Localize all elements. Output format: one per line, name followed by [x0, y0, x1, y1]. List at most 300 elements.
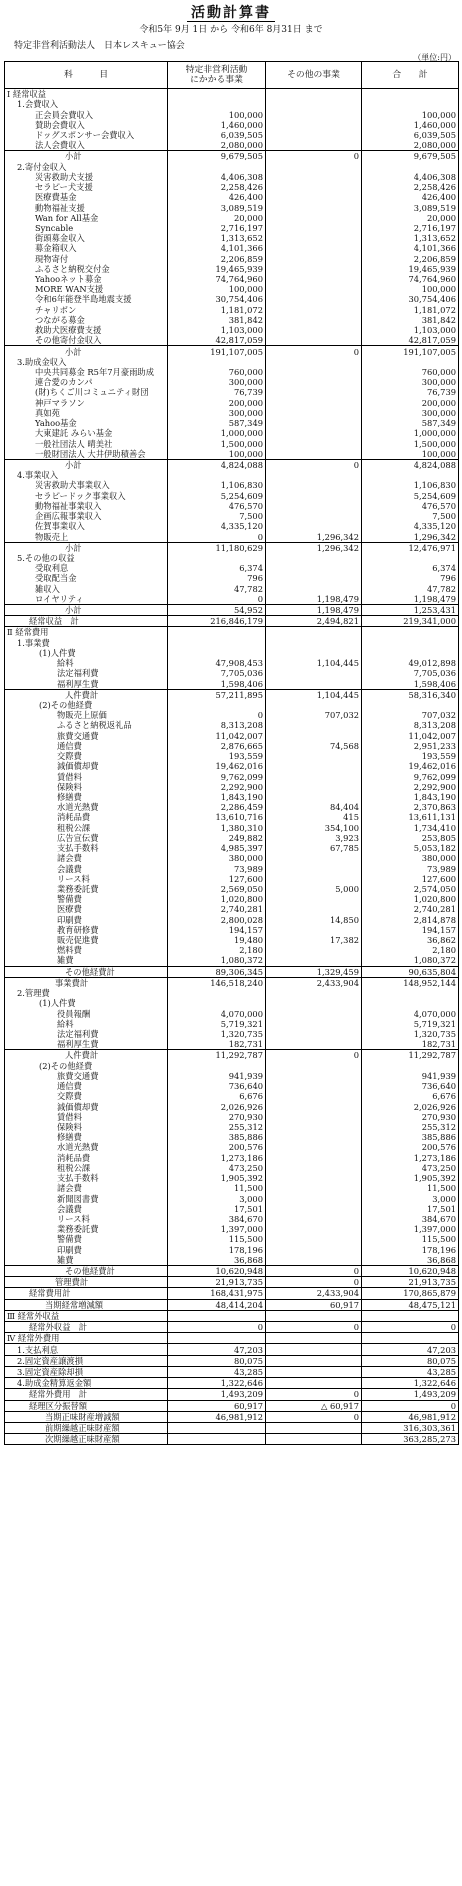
table-row	[5, 521, 459, 531]
row-npo-amount: 19,465,939	[168, 264, 266, 274]
table-row	[5, 305, 459, 315]
row-total-amount: 736,640	[362, 1081, 459, 1091]
row-other-amount	[266, 294, 362, 304]
row-subject: 1.会費収入	[5, 99, 168, 109]
row-total-amount: 36,862	[362, 935, 459, 945]
row-npo-amount: 1,320,735	[168, 1029, 266, 1039]
row-total-amount: 1,020,800	[362, 894, 459, 904]
row-subject: 物販売上	[5, 531, 168, 542]
row-npo-amount: 2,258,426	[168, 182, 266, 192]
row-total-amount: 796	[362, 573, 459, 583]
row-other-amount	[266, 1423, 362, 1434]
row-npo-amount: 1,103,000	[168, 325, 266, 335]
table-row	[5, 192, 459, 202]
row-other-amount	[266, 120, 362, 130]
row-subject: 4.事業収入	[5, 470, 168, 480]
table-row	[5, 438, 459, 448]
row-total-amount	[362, 638, 459, 648]
table-row	[5, 833, 459, 843]
row-total-amount: 707,032	[362, 710, 459, 720]
table-row	[5, 109, 459, 119]
row-npo-amount: 43,285	[168, 1366, 266, 1377]
table-row	[5, 771, 459, 781]
row-other-amount: 0	[266, 346, 362, 357]
row-other-amount	[266, 1101, 362, 1111]
row-subject: 正会員会費収入	[5, 109, 168, 119]
row-subject: 3.固定資産除却損	[5, 1366, 168, 1377]
row-npo-amount: 48,414,204	[168, 1299, 266, 1310]
row-npo-amount: 19,480	[168, 935, 266, 945]
table-row	[5, 89, 459, 100]
row-subject: (1)人件費	[5, 998, 168, 1008]
row-subject: 経常外費用 計	[5, 1389, 168, 1400]
table-row	[5, 678, 459, 689]
table-row	[5, 202, 459, 212]
row-other-amount	[266, 438, 362, 448]
row-other-amount	[266, 213, 362, 223]
row-other-amount: 707,032	[266, 710, 362, 720]
row-total-amount: 3,089,519	[362, 202, 459, 212]
header-npo-business-text: 特定非営利活動 にかかる事業	[185, 65, 248, 85]
table-row	[5, 367, 459, 377]
row-other-amount	[266, 1039, 362, 1050]
row-subject: 街頭募金収入	[5, 233, 168, 243]
row-total-amount: 2,206,859	[362, 254, 459, 264]
table-row	[5, 1299, 459, 1310]
row-other-amount: 84,404	[266, 802, 362, 812]
row-other-amount	[266, 233, 362, 243]
row-npo-amount	[168, 1061, 266, 1071]
row-other-amount: 2,494,821	[266, 616, 362, 627]
row-total-amount: 43,285	[362, 1366, 459, 1377]
row-npo-amount: 1,313,652	[168, 233, 266, 243]
row-total-amount: 13,611,131	[362, 812, 459, 822]
row-other-amount	[266, 264, 362, 274]
row-subject: 経常外収益 計	[5, 1322, 168, 1333]
row-npo-amount: 11,180,629	[168, 542, 266, 553]
row-total-amount: 1,000,000	[362, 428, 459, 438]
row-total-amount: 8,313,208	[362, 720, 459, 730]
row-subject: 人件費計	[5, 1050, 168, 1061]
row-npo-amount: 5,719,321	[168, 1019, 266, 1029]
row-npo-amount: 2,206,859	[168, 254, 266, 264]
row-other-amount	[266, 511, 362, 521]
row-total-amount: 1,181,072	[362, 305, 459, 315]
row-subject: 旅費交通費	[5, 731, 168, 741]
row-other-amount	[266, 863, 362, 873]
row-other-amount	[266, 202, 362, 212]
row-subject: 法定福利費	[5, 1029, 168, 1039]
table-row	[5, 151, 459, 162]
row-npo-amount: 2,800,028	[168, 915, 266, 925]
organization-name: 特定非営利活動法人 日本レスキュー協会	[14, 41, 185, 51]
row-total-amount: 11,292,787	[362, 1050, 459, 1061]
row-subject: ふるさと納税交付金	[5, 264, 168, 274]
row-subject: 販売促進費	[5, 935, 168, 945]
row-total-amount: 4,824,088	[362, 459, 459, 470]
row-total-amount: 4,070,000	[362, 1008, 459, 1018]
row-subject: ドッグスポンサー会費収入	[5, 130, 168, 140]
row-total-amount: 178,196	[362, 1245, 459, 1255]
row-total-amount: 11,500	[362, 1183, 459, 1193]
row-total-amount	[362, 162, 459, 172]
row-total-amount: 9,679,505	[362, 151, 459, 162]
row-npo-amount: 4,985,397	[168, 843, 266, 853]
row-total-amount: 7,705,036	[362, 668, 459, 678]
row-other-amount	[266, 418, 362, 428]
row-total-amount: 2,574,050	[362, 884, 459, 894]
row-other-amount	[266, 945, 362, 955]
row-npo-amount: 1,020,800	[168, 894, 266, 904]
row-other-amount	[266, 771, 362, 781]
row-npo-amount: 1,493,209	[168, 1389, 266, 1400]
table-row	[5, 966, 459, 977]
row-total-amount: 1,320,735	[362, 1029, 459, 1039]
row-other-amount	[266, 761, 362, 771]
row-other-amount	[266, 521, 362, 531]
document-title	[0, 2, 462, 22]
row-npo-amount: 115,500	[168, 1234, 266, 1244]
row-other-amount	[266, 305, 362, 315]
row-subject: リース料	[5, 1214, 168, 1224]
row-subject: 3.助成金収入	[5, 357, 168, 367]
row-subject: Ⅳ 経常外費用	[5, 1333, 168, 1344]
row-subject: その他寄付金収入	[5, 335, 168, 346]
row-subject: セラピードック事業収入	[5, 491, 168, 501]
row-subject: 水道光熱費	[5, 1142, 168, 1152]
row-subject: その他経費計	[5, 1265, 168, 1276]
row-total-amount: 170,865,879	[362, 1288, 459, 1299]
row-other-amount: 415	[266, 812, 362, 822]
row-other-amount	[266, 648, 362, 658]
row-total-amount: 1,273,186	[362, 1153, 459, 1163]
table-row	[5, 945, 459, 955]
row-npo-amount: 9,762,099	[168, 771, 266, 781]
row-subject: 連合愛のカンパ	[5, 377, 168, 387]
row-total-amount: 100,000	[362, 284, 459, 294]
row-subject: 法人会費収入	[5, 140, 168, 151]
row-total-amount: 5,254,609	[362, 491, 459, 501]
row-other-amount	[266, 274, 362, 284]
table-row	[5, 243, 459, 253]
row-npo-amount: 5,254,609	[168, 491, 266, 501]
row-npo-amount: 3,089,519	[168, 202, 266, 212]
row-npo-amount: 216,846,179	[168, 616, 266, 627]
row-total-amount: 148,952,144	[362, 977, 459, 988]
table-row	[5, 1366, 459, 1377]
row-total-amount: 0	[362, 1322, 459, 1333]
row-npo-amount	[168, 357, 266, 367]
row-other-amount	[266, 130, 362, 140]
table-row	[5, 346, 459, 357]
table-row	[5, 823, 459, 833]
row-other-amount	[266, 678, 362, 689]
table-row	[5, 1163, 459, 1173]
row-subject: 交際費	[5, 1091, 168, 1101]
row-npo-amount: 193,559	[168, 751, 266, 761]
row-npo-amount: 384,670	[168, 1214, 266, 1224]
row-subject: 減価償却費	[5, 1101, 168, 1111]
row-other-amount	[266, 254, 362, 264]
table-header	[5, 62, 459, 89]
row-subject: 真如苑	[5, 408, 168, 418]
row-subject: 1.事業費	[5, 638, 168, 648]
table-row	[5, 1183, 459, 1193]
row-npo-amount: 11,292,787	[168, 1050, 266, 1061]
row-total-amount: 255,312	[362, 1122, 459, 1132]
row-other-amount	[266, 182, 362, 192]
row-subject: 医療費	[5, 904, 168, 914]
row-npo-amount: 182,731	[168, 1039, 266, 1050]
row-subject: 消耗品費	[5, 812, 168, 822]
row-npo-amount: 760,000	[168, 367, 266, 377]
row-npo-amount: 0	[168, 1322, 266, 1333]
row-total-amount: 1,313,652	[362, 233, 459, 243]
table-row	[5, 1173, 459, 1183]
row-subject: 企画広報事業収入	[5, 511, 168, 521]
row-other-amount: 1,104,445	[266, 689, 362, 700]
row-total-amount: 76,739	[362, 387, 459, 397]
row-other-amount	[266, 1071, 362, 1081]
row-total-amount	[362, 1310, 459, 1321]
row-npo-amount: 60,917	[168, 1400, 266, 1411]
table-row	[5, 1355, 459, 1366]
row-total-amount: 90,635,804	[362, 966, 459, 977]
row-subject: (1)人件費	[5, 648, 168, 658]
row-other-amount: 0	[266, 151, 362, 162]
row-total-amount: 5,053,182	[362, 843, 459, 853]
table-row	[5, 792, 459, 802]
row-npo-amount: 1,080,372	[168, 955, 266, 966]
table-row	[5, 604, 459, 615]
row-npo-amount	[168, 638, 266, 648]
row-npo-amount: 73,989	[168, 863, 266, 873]
row-subject: 医療費基金	[5, 192, 168, 202]
row-npo-amount	[168, 627, 266, 638]
row-total-amount	[362, 357, 459, 367]
table-row	[5, 274, 459, 284]
row-subject: 保険料	[5, 782, 168, 792]
table-row	[5, 710, 459, 720]
row-total-amount: 760,000	[362, 367, 459, 377]
row-subject: 令和6年能登半島地震支援	[5, 294, 168, 304]
row-other-amount	[266, 1344, 362, 1355]
table-row	[5, 264, 459, 274]
row-total-amount: 2,716,197	[362, 223, 459, 233]
row-npo-amount: 36,868	[168, 1255, 266, 1266]
table-row	[5, 874, 459, 884]
row-npo-amount: 54,952	[168, 604, 266, 615]
row-total-amount: 80,075	[362, 1355, 459, 1366]
row-total-amount	[362, 1061, 459, 1071]
row-subject: 通信費	[5, 1081, 168, 1091]
row-subject: 経常費用計	[5, 1288, 168, 1299]
row-subject: 支払手数料	[5, 1173, 168, 1183]
table-row	[5, 1333, 459, 1344]
row-npo-amount: 1,843,190	[168, 792, 266, 802]
header-subject: 科 目	[5, 62, 168, 89]
row-subject: 小計	[5, 346, 168, 357]
row-other-amount	[266, 563, 362, 573]
row-subject: 経理区分振替額	[5, 1400, 168, 1411]
row-total-amount: 127,600	[362, 874, 459, 884]
row-subject: 5.その他の収益	[5, 553, 168, 563]
row-npo-amount: 587,349	[168, 418, 266, 428]
table-row	[5, 1322, 459, 1333]
row-total-amount: 100,000	[362, 449, 459, 460]
row-subject: 燃料費	[5, 945, 168, 955]
row-npo-amount: 4,101,366	[168, 243, 266, 253]
table-row	[5, 741, 459, 751]
row-total-amount: 476,570	[362, 501, 459, 511]
table-row	[5, 648, 459, 658]
row-subject: 会議費	[5, 863, 168, 873]
row-npo-amount: 2,286,459	[168, 802, 266, 812]
row-other-amount: 0	[266, 1322, 362, 1333]
row-npo-amount: 1,598,406	[168, 678, 266, 689]
row-other-amount	[266, 1061, 362, 1071]
row-total-amount: 0	[362, 1400, 459, 1411]
table-row	[5, 1071, 459, 1081]
table-row	[5, 223, 459, 233]
table-row	[5, 1423, 459, 1434]
row-other-amount: 5,000	[266, 884, 362, 894]
row-subject: 前期繰越正味財産額	[5, 1423, 168, 1434]
row-total-amount: 219,341,000	[362, 616, 459, 627]
row-subject: 当期正味財産増減額	[5, 1411, 168, 1422]
table-row	[5, 1193, 459, 1203]
row-subject: 動物福祉事業収入	[5, 501, 168, 511]
row-npo-amount: 6,039,505	[168, 130, 266, 140]
table-row	[5, 377, 459, 387]
table-row	[5, 1204, 459, 1214]
row-other-amount	[266, 377, 362, 387]
row-other-amount	[266, 668, 362, 678]
row-total-amount: 74,764,960	[362, 274, 459, 284]
row-total-amount: 6,039,505	[362, 130, 459, 140]
row-other-amount	[266, 782, 362, 792]
row-total-amount: 46,981,912	[362, 1411, 459, 1422]
row-subject: Ⅰ 経常収益	[5, 89, 168, 100]
table-row	[5, 470, 459, 480]
row-npo-amount: 941,939	[168, 1071, 266, 1081]
row-npo-amount: 47,782	[168, 584, 266, 594]
row-other-amount	[266, 955, 362, 966]
row-subject: 2.寄付金収入	[5, 162, 168, 172]
table-row	[5, 531, 459, 542]
row-total-amount: 1,397,000	[362, 1224, 459, 1234]
row-npo-amount: 178,196	[168, 1245, 266, 1255]
table-row	[5, 751, 459, 761]
row-total-amount	[362, 988, 459, 998]
row-total-amount: 1,103,000	[362, 325, 459, 335]
row-other-amount	[266, 1355, 362, 1366]
row-other-amount	[266, 1163, 362, 1173]
row-total-amount: 4,101,366	[362, 243, 459, 253]
row-npo-amount: 8,313,208	[168, 720, 266, 730]
row-npo-amount: 168,431,975	[168, 1288, 266, 1299]
row-other-amount	[266, 387, 362, 397]
row-npo-amount: 1,460,000	[168, 120, 266, 130]
row-npo-amount	[168, 1423, 266, 1434]
row-npo-amount: 2,716,197	[168, 223, 266, 233]
row-subject: 法定福利費	[5, 668, 168, 678]
row-other-amount: 0	[266, 1265, 362, 1276]
table-row	[5, 1019, 459, 1029]
row-subject: 大東建託 みらい基金	[5, 428, 168, 438]
row-npo-amount: 381,842	[168, 315, 266, 325]
row-total-amount: 385,886	[362, 1132, 459, 1142]
table-row	[5, 700, 459, 710]
table-row	[5, 1434, 459, 1445]
row-npo-amount: 47,203	[168, 1344, 266, 1355]
row-npo-amount: 30,754,406	[168, 294, 266, 304]
row-other-amount	[266, 731, 362, 741]
row-total-amount	[362, 627, 459, 638]
table-row	[5, 1112, 459, 1122]
row-subject: 賛助会費収入	[5, 120, 168, 130]
row-npo-amount: 300,000	[168, 408, 266, 418]
row-subject: 受取配当金	[5, 573, 168, 583]
row-subject: 雑収入	[5, 584, 168, 594]
row-npo-amount	[168, 89, 266, 100]
row-subject: 教育研修費	[5, 925, 168, 935]
table-row	[5, 428, 459, 438]
row-other-amount	[266, 491, 362, 501]
row-total-amount: 11,042,007	[362, 731, 459, 741]
row-subject: 2.管理費	[5, 988, 168, 998]
row-subject: 警備費	[5, 894, 168, 904]
table-row	[5, 812, 459, 822]
row-npo-amount: 385,886	[168, 1132, 266, 1142]
header-npo-business	[168, 62, 266, 89]
row-other-amount	[266, 1132, 362, 1142]
row-total-amount	[362, 700, 459, 710]
row-total-amount: 200,576	[362, 1142, 459, 1152]
row-npo-amount: 191,107,005	[168, 346, 266, 357]
row-total-amount: 253,805	[362, 833, 459, 843]
row-other-amount: 1,198,479	[266, 594, 362, 605]
row-other-amount	[266, 1245, 362, 1255]
row-subject: 物販売上原価	[5, 710, 168, 720]
table-row	[5, 1039, 459, 1050]
row-other-amount	[266, 1112, 362, 1122]
row-other-amount	[266, 1204, 362, 1214]
row-total-amount: 30,754,406	[362, 294, 459, 304]
row-other-amount	[266, 988, 362, 998]
row-other-amount	[266, 904, 362, 914]
row-subject: 諸会費	[5, 1183, 168, 1193]
row-other-amount	[266, 172, 362, 182]
row-other-amount	[266, 720, 362, 730]
row-total-amount: 384,670	[362, 1214, 459, 1224]
table-row	[5, 935, 459, 945]
row-total-amount: 5,719,321	[362, 1019, 459, 1029]
row-npo-amount: 76,739	[168, 387, 266, 397]
row-subject: 業務委託費	[5, 1224, 168, 1234]
row-total-amount: 1,905,392	[362, 1173, 459, 1183]
row-npo-amount: 473,250	[168, 1163, 266, 1173]
table-row	[5, 1234, 459, 1244]
row-npo-amount: 2,080,000	[168, 140, 266, 151]
row-total-amount: 17,501	[362, 1204, 459, 1214]
row-npo-amount	[168, 162, 266, 172]
table-row	[5, 284, 459, 294]
table-row	[5, 1277, 459, 1288]
row-other-amount	[266, 1366, 362, 1377]
table-row	[5, 1050, 459, 1061]
row-npo-amount	[168, 99, 266, 109]
